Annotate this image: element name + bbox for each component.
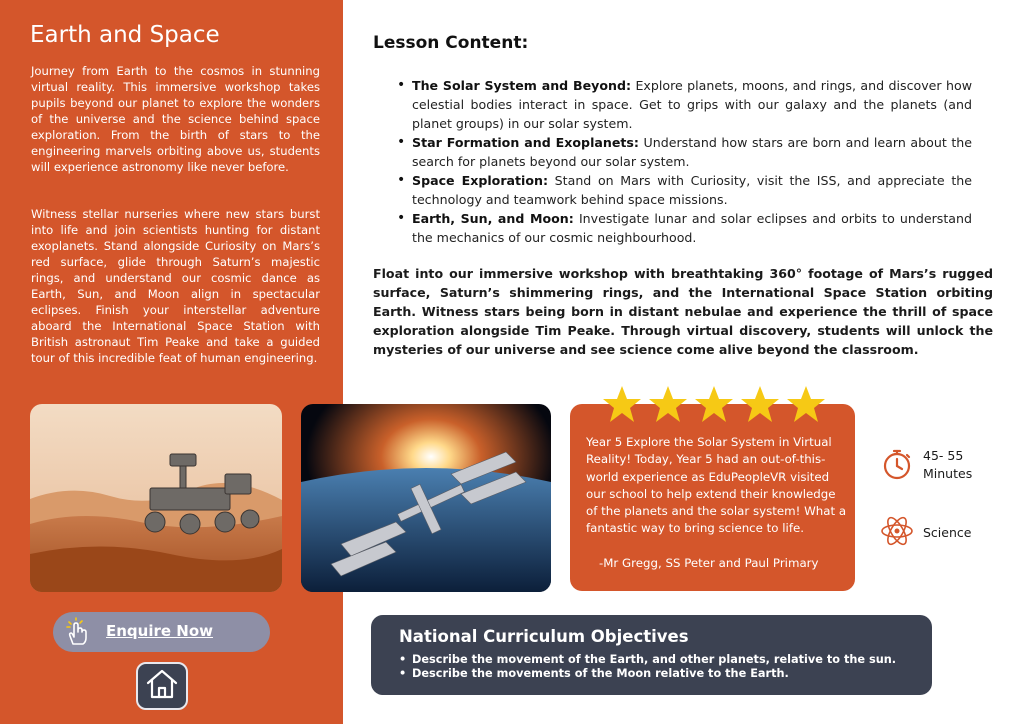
- lesson-content-heading: Lesson Content:: [373, 33, 529, 53]
- testimonial-quote: Year 5 Explore the Solar System in Virtual Reality! Today, Year 5 had an out-of-this-world experience as EduPeopleVR visited our school to help extend their knowledge of the planets and the solar system! What a fantastic way to bring science to life.: [586, 435, 847, 536]
- pointer-hand-icon: [61, 616, 93, 648]
- intro-paragraph: Journey from Earth to the cosmos in stunning virtual reality. This immersive workshop takes pupils beyond our planet to explore the wonders of the universe and the science behind space exploration. From the birth of stars to the engineering marvels orbiting above us, students will experience astronomy like never before.: [31, 64, 320, 174]
- list-item: • Describe the movements of the Moon relative to the Earth.: [399, 667, 919, 681]
- list-item-title: Star Formation and Exoplanets:: [412, 135, 639, 150]
- iss-photo: [301, 404, 551, 592]
- star-icon: [786, 384, 826, 424]
- mars-rover-photo: [30, 404, 282, 592]
- stopwatch-icon: [880, 447, 914, 481]
- curriculum-objectives-box: [371, 615, 932, 695]
- duration-text: 45- 55 Minutes: [923, 448, 973, 481]
- list-item-text: Stand on Mars with Curiosity, visit the ISS, and appreciate the technology and teamwork behind space missions.: [412, 173, 972, 207]
- enquire-now-button[interactable]: [53, 612, 270, 652]
- testimonial-card: [570, 404, 855, 591]
- star-icon: [694, 384, 734, 424]
- list-item-text: Investigate lunar and solar eclipses and orbits to understand the mechanics of our cosmic neighbourhood.: [412, 211, 972, 245]
- star-icon: [602, 384, 642, 424]
- home-icon: [144, 666, 180, 707]
- list-item-title: The Solar System and Beyond:: [412, 78, 632, 93]
- subject-text: Science: [923, 525, 972, 540]
- list-item: [396, 76, 972, 133]
- list-item: [396, 209, 972, 247]
- list-item-title: Earth, Sun, and Moon:: [412, 211, 574, 226]
- list-item-title: Space Exploration:: [412, 173, 549, 188]
- lesson-content-list: [396, 76, 972, 247]
- star-icon: [740, 384, 780, 424]
- testimonial-author: -Mr Gregg, SS Peter and Paul Primary: [599, 556, 819, 570]
- home-button[interactable]: [136, 662, 188, 710]
- details-paragraph: Witness stellar nurseries where new stars burst into life and join scientists hunting for distant exoplanets. Stand alongside Curiosity on Mars’s red surface, glide through Saturn’s majestic rings, and understand our cosmic dance as Earth, Sun, and Moon align in spectacular eclipses. Finish your interstellar adventure aboard the International Space Station with British astronaut Tim Peake and take a guided tour of this incredible feat of human engineering.: [31, 207, 320, 365]
- list-item: [396, 171, 972, 209]
- curriculum-title: National Curriculum Objectives: [399, 627, 689, 646]
- star-rating: [602, 384, 826, 424]
- list-item-text: Explore planets, moons, and rings, and discover how celestial bodies interact in space. Get to grips with our galaxy and the planets (and planet groups) in our solar system.: [412, 78, 972, 131]
- curriculum-list: [399, 653, 919, 681]
- atom-icon: [880, 514, 914, 548]
- list-item-text: Understand how stars are born and learn about the search for planets beyond our solar system.: [412, 135, 972, 169]
- list-item: • Describe the movement of the Earth, and other planets, relative to the sun.: [399, 653, 919, 667]
- star-icon: [648, 384, 688, 424]
- list-item: [396, 133, 972, 171]
- workshop-summary: Float into our immersive workshop with breathtaking 360° footage of Mars’s rugged surface, Saturn’s shimmering rings, and the International Space Station orbiting Earth. Witness stars being born in distant nebulae and experience the thrill of space exploration alongside Tim Peake. Through virtual discovery, students will unlock the mysteries of our universe and see science come alive beyond the classroom.: [373, 266, 993, 357]
- page-title: Earth and Space: [30, 22, 220, 48]
- enquire-now-label: Enquire Now: [106, 622, 213, 640]
